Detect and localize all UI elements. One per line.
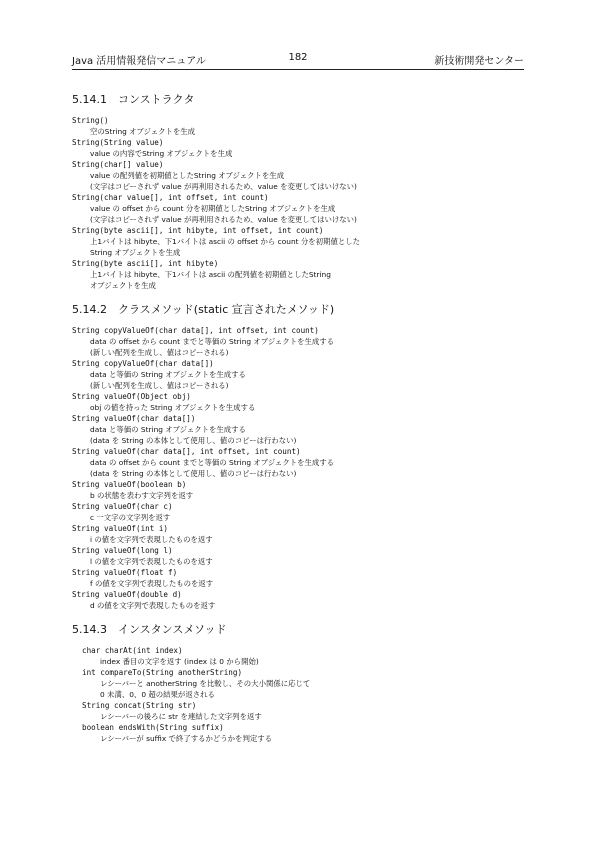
method-description: l の値を文字列で表現したものを返す xyxy=(90,557,213,566)
method-description: f の値を文字列で表現したものを返す xyxy=(90,579,214,588)
method-description: (data を String の本体として使用し、値のコピーは行わない) xyxy=(90,436,297,445)
method-description: 0 未満、0、0 超の結果が返される xyxy=(100,690,215,699)
method-signature: char charAt(int index) xyxy=(82,646,183,655)
header-rule xyxy=(72,69,524,70)
method-description: (新しい配列を生成し、値はコピーされる) xyxy=(90,348,229,357)
section-heading xyxy=(72,303,524,317)
method-signature: String valueOf(char c) xyxy=(72,502,173,511)
method-signature: int compareTo(String anotherString) xyxy=(82,668,243,677)
method-signature: String valueOf(float f) xyxy=(72,568,178,577)
method-description: data と等価の String オブジェクトを生成する xyxy=(90,370,246,379)
method-signature: String copyValueOf(char data[]) xyxy=(72,359,214,368)
method-description: 上1バイトは hibyte、下1バイトは ascii の offset から count 分を初期値とした xyxy=(90,237,361,246)
method-signature: String valueOf(Object obj) xyxy=(72,392,191,401)
method-description: data の offset から count までと等価の String オブジェクトを生成する xyxy=(90,337,335,346)
method-description: (新しい配列を生成し、値はコピーされる) xyxy=(90,381,229,390)
method-signature: String(byte ascii[], int hibyte) xyxy=(72,259,219,268)
method-signature: String(String value) xyxy=(72,138,164,147)
section-number: 5.14.3 xyxy=(72,623,107,636)
method-signature: String valueOf(int i) xyxy=(72,524,169,533)
method-signature: String concat(String str) xyxy=(82,701,197,710)
method-description: obj の値を持った String オブジェクトを生成する xyxy=(90,403,256,412)
method-description: (文字はコピーされず value が再利用されるため、value を変更してはいけない) xyxy=(90,215,357,224)
method-signature: String(char[] value) xyxy=(72,160,164,169)
section-gap xyxy=(72,291,524,303)
method-description: data と等価の String オブジェクトを生成する xyxy=(90,425,246,434)
section-gap xyxy=(72,611,524,623)
method-signature: boolean endsWith(String suffix) xyxy=(82,723,224,732)
document-body xyxy=(72,93,524,744)
method-signature: String(byte ascii[], int hibyte, int offset, int count) xyxy=(72,226,324,235)
method-signature: String copyValueOf(char data[], int offset, int count) xyxy=(72,326,319,335)
page-header xyxy=(72,52,524,68)
method-description: value の配列値を初期値としたString オブジェクトを生成 xyxy=(90,171,285,180)
method-description: d の値を文字列で表現したものを返す xyxy=(90,601,216,610)
method-description: index 番目の文字を返す (index は 0 から開始) xyxy=(100,657,259,666)
method-description: (data を String の本体として使用し、値のコピーは行わない) xyxy=(90,469,297,478)
section-title: クラスメソッド(static 宣言されたメソッド) xyxy=(118,303,335,316)
method-description: b の状態を表わす文字列を返す xyxy=(90,491,194,500)
method-signature: String valueOf(long l) xyxy=(72,546,173,555)
section-title: コンストラクタ xyxy=(118,93,195,106)
method-signature: String valueOf(char data[], int offset, int count) xyxy=(72,447,301,456)
method-signature: String(char value[], int offset, int count) xyxy=(72,193,269,202)
method-description: オブジェクトを生成 xyxy=(90,281,156,290)
section-title: インスタンスメソッド xyxy=(118,623,227,636)
method-description: レシーバーが suffix で終了するかどうかを判定する xyxy=(100,734,273,743)
method-signature: String() xyxy=(72,116,109,125)
method-description: value の offset から count 分を初期値としたString オブジェクトを生成 xyxy=(90,204,336,213)
method-description: c 一文字の文字列を返す xyxy=(90,513,171,522)
method-description: 空のString オブジェクトを生成 xyxy=(90,127,196,136)
page-number: 182 xyxy=(288,52,308,63)
method-signature: String valueOf(char data[]) xyxy=(72,414,196,423)
method-description: (文字はコピーされず value が再利用されるため、value を変更してはいけない) xyxy=(90,182,357,191)
method-description: String オブジェクトを生成 xyxy=(90,248,181,257)
method-description: value の内容でString オブジェクトを生成 xyxy=(90,149,233,158)
method-description: レシーバーと anotherString を比較し、その大小関係に応じて xyxy=(100,679,311,688)
header-manual-title: Java 活用情報発信マニュアル xyxy=(72,56,206,67)
method-description: data の offset から count までと等価の String オブジェクトを生成する xyxy=(90,458,335,467)
method-signature: String valueOf(boolean b) xyxy=(72,480,187,489)
header-organization: 新技術開発センター xyxy=(434,56,524,67)
method-description: i の値を文字列で表現したものを返す xyxy=(90,535,213,544)
section-number: 5.14.1 xyxy=(72,93,107,106)
section-heading xyxy=(72,93,524,107)
method-description: レシーバーの後ろに str を連結した文字列を返す xyxy=(100,712,262,721)
method-description: 上1バイトは hibyte、下1バイトは ascii の配列値を初期値としたString xyxy=(90,270,331,279)
method-signature: String valueOf(double d) xyxy=(72,590,182,599)
section-number: 5.14.2 xyxy=(72,303,107,316)
section-heading xyxy=(72,623,524,637)
